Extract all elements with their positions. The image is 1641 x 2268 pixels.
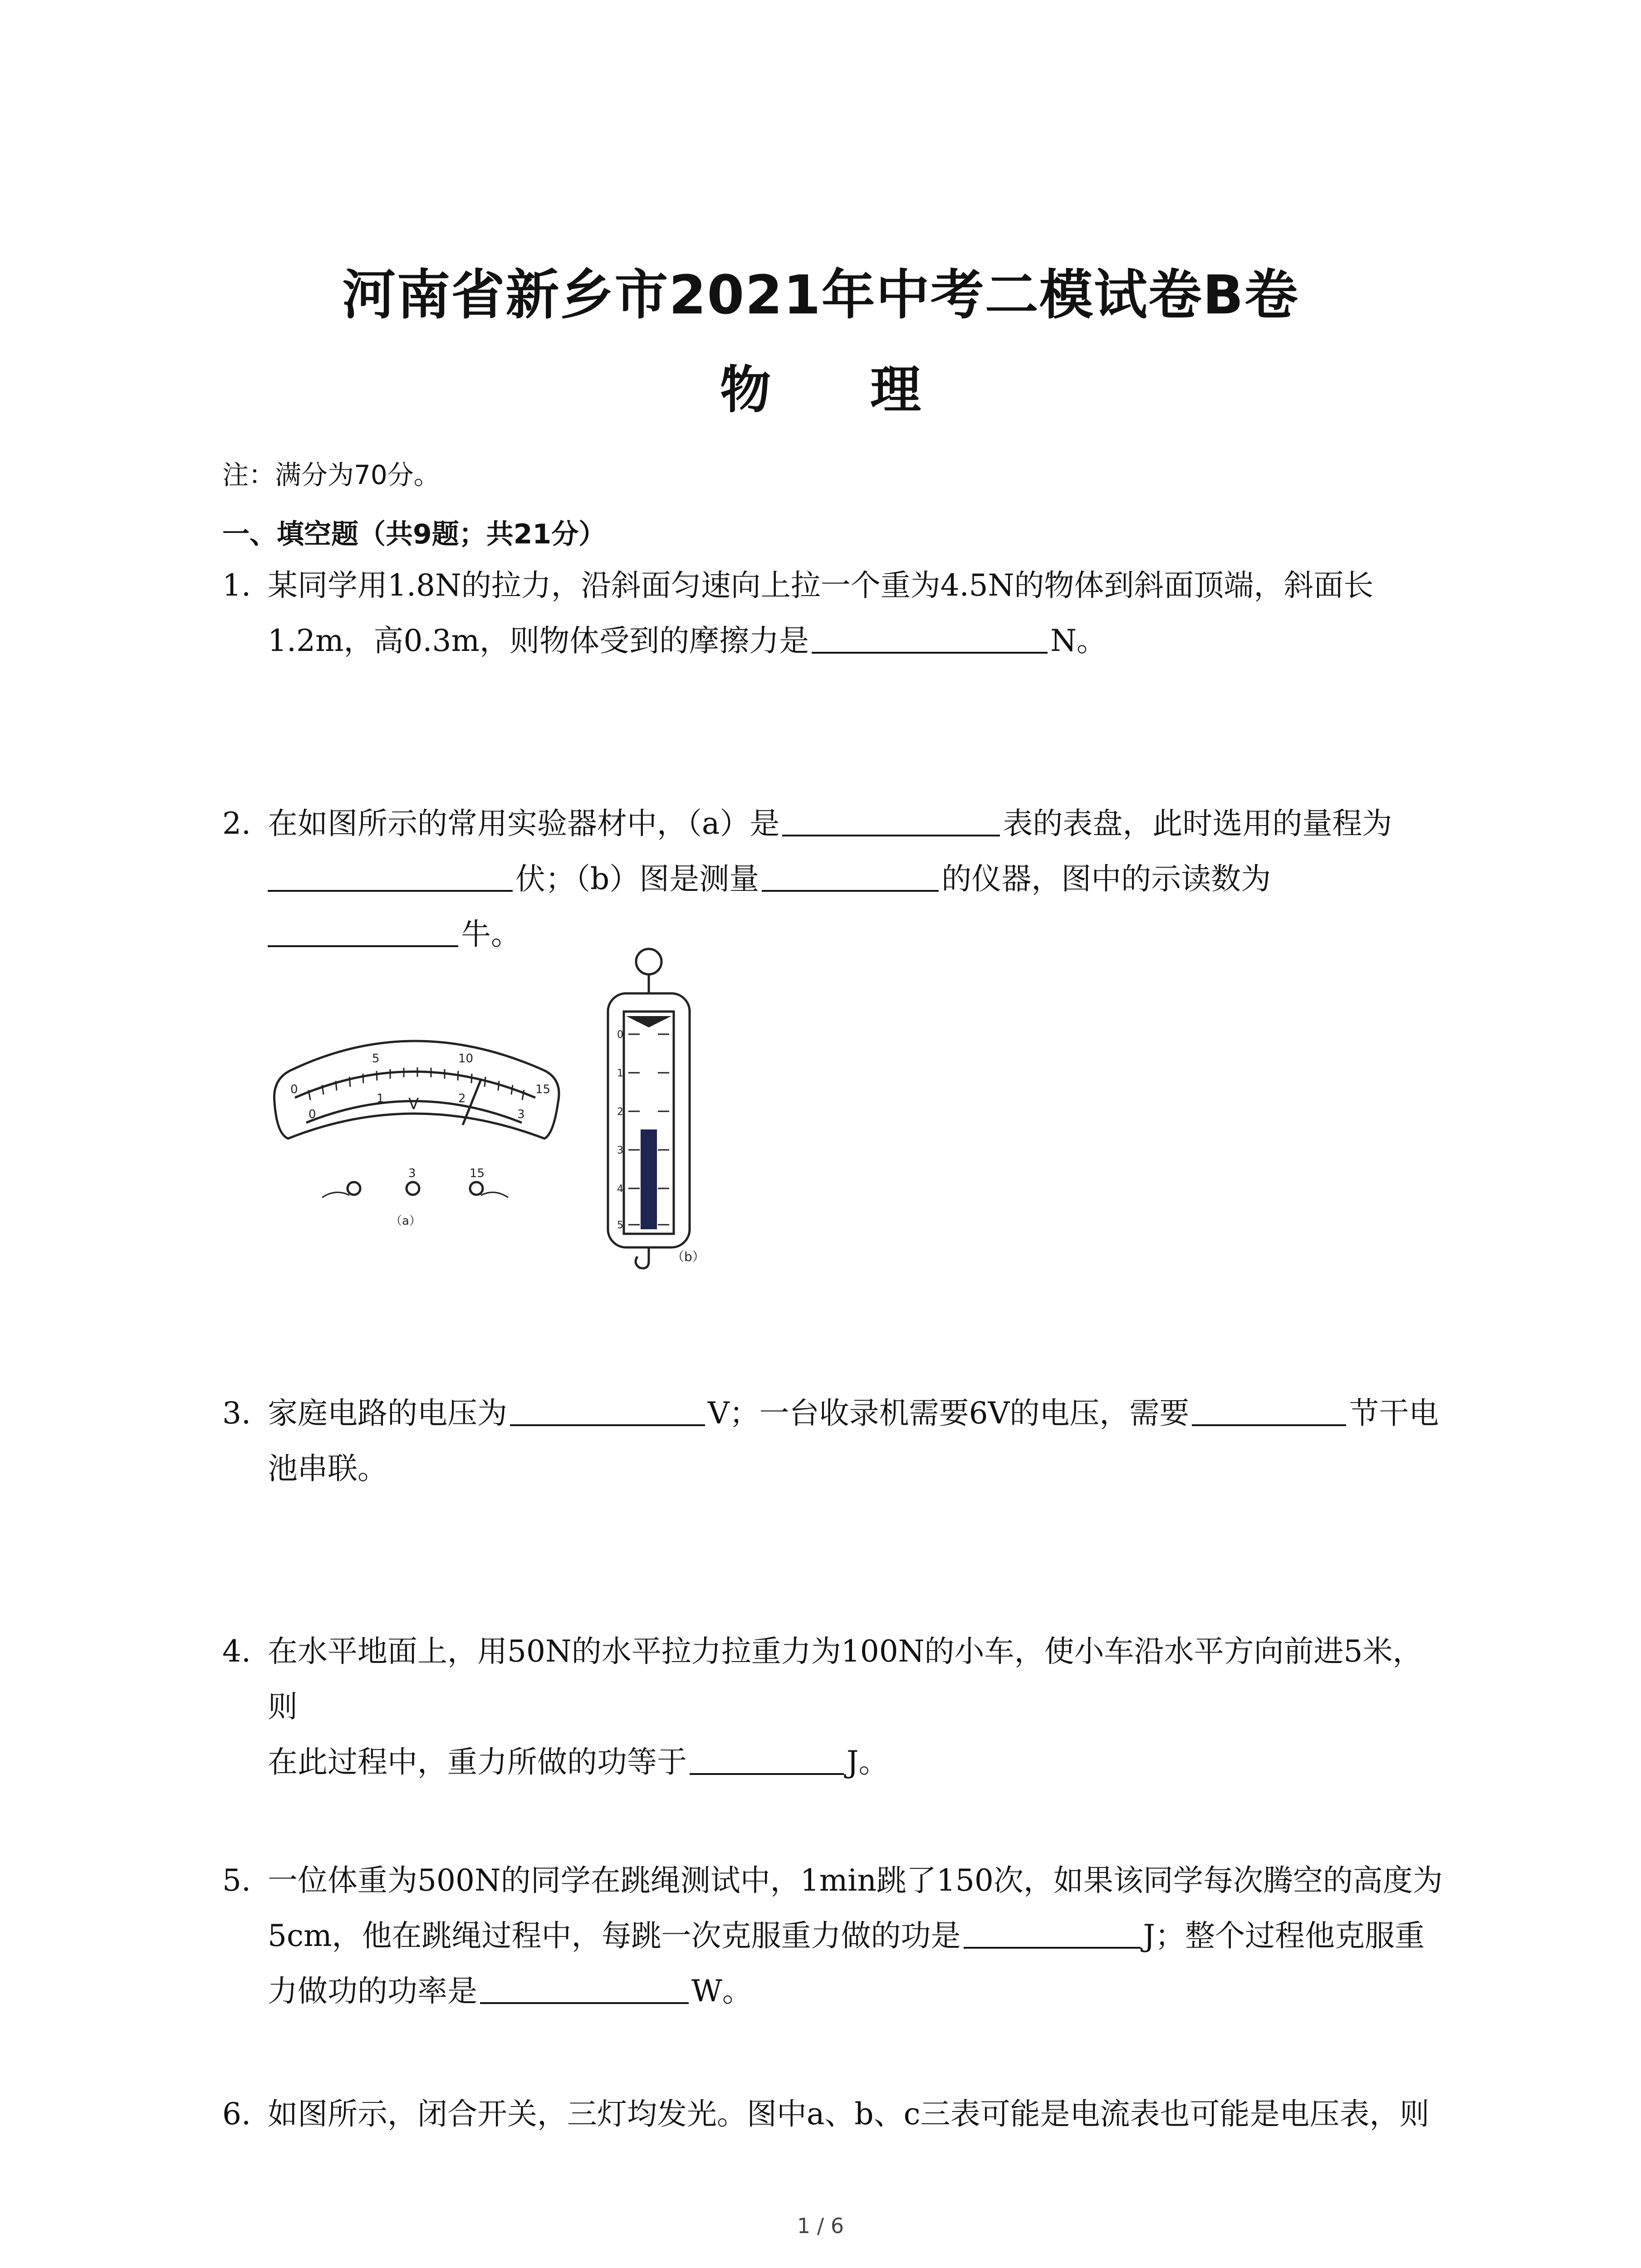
scale-label: 5 — [372, 1052, 380, 1066]
scale-label: 10 — [458, 1052, 474, 1066]
spring-balance-labels — [617, 1029, 705, 1264]
scale-label: 0 — [290, 1083, 298, 1096]
scale-label: 5 — [617, 1220, 623, 1231]
question-text: V；一台收录机需要6V的电压，需要 — [708, 1396, 1190, 1431]
answer-blank[interactable] — [268, 860, 513, 892]
question-text: 某同学用1.8N的拉力，沿斜面匀速向上拉一个重为4.5N的物体到斜面顶端，斜面长 — [268, 568, 1374, 603]
question-number: 2. — [222, 806, 251, 841]
question-text: N。 — [1050, 623, 1107, 658]
question-4 — [222, 1624, 1447, 1790]
scale-label: 3 — [517, 1108, 525, 1121]
question-number: 5. — [222, 1863, 251, 1898]
scale-label: 2 — [458, 1092, 466, 1105]
voltmeter-terminal — [407, 1182, 419, 1195]
section-heading: 一、填空题（共9题；共21分） — [222, 518, 606, 550]
question-text: J；整个过程他克服重 — [1143, 1918, 1425, 1953]
question-number: 6. — [222, 2097, 251, 2131]
answer-blank[interactable] — [268, 915, 458, 947]
voltmeter-terminal — [470, 1182, 483, 1195]
scale-label: 15 — [535, 1083, 551, 1096]
question-text: 节干电 — [1349, 1396, 1439, 1431]
question-text: 5cm，他在跳绳过程中，每跳一次克服重力做的功是 — [268, 1918, 961, 1953]
voltmeter-labels — [290, 1052, 550, 1228]
terminal-label: 3 — [408, 1167, 416, 1180]
question-number: 1. — [222, 568, 251, 603]
voltmeter-dial — [274, 1041, 559, 1198]
terminal-label: 15 — [470, 1167, 485, 1180]
score-note: 注：满分为70分。 — [222, 459, 440, 490]
scale-label: 3 — [617, 1145, 623, 1156]
question-text: 的仪器，图中的示读数为 — [941, 861, 1271, 896]
scale-label: 1 — [617, 1068, 623, 1079]
scale-label: 2 — [617, 1106, 623, 1118]
question-text: 表的表盘，此时选用的量程为 — [1003, 806, 1392, 841]
question-3 — [222, 1386, 1447, 1496]
voltmeter-terminal — [348, 1182, 360, 1195]
page-title: 河南省新乡市2021年中考二模试卷B卷 — [342, 264, 1299, 326]
question-6 — [222, 2087, 1447, 2142]
answer-blank[interactable] — [690, 1743, 844, 1775]
question-text: 如图所示，闭合开关，三灯均发光。图中a、b、c三表可能是电流表也可能是电压表，则 — [268, 2097, 1430, 2131]
question-number: 3. — [222, 1396, 251, 1431]
question-text: W。 — [691, 1974, 752, 2009]
question-text: 伏；（b）图是测量 — [515, 861, 759, 896]
scale-label: 1 — [377, 1092, 384, 1105]
question-text: 家庭电路的电压为 — [268, 1396, 507, 1431]
question-5 — [222, 1853, 1447, 2019]
answer-blank[interactable] — [1192, 1394, 1346, 1426]
question-number: 4. — [222, 1634, 251, 1669]
page-subtitle: 物 理 — [720, 361, 962, 420]
figure-caption: （a） — [390, 1214, 421, 1228]
figure-caption: （b） — [671, 1249, 705, 1264]
page-number: 1 / 6 — [797, 2214, 844, 2238]
question-text: 池串联。 — [268, 1451, 387, 1486]
answer-blank[interactable] — [762, 860, 939, 892]
question-text: J。 — [847, 1745, 889, 1779]
answer-blank[interactable] — [782, 805, 1000, 836]
answer-blank[interactable] — [812, 622, 1048, 654]
answer-blank[interactable] — [480, 1972, 689, 2004]
question-text: 在水平地面上，用50N的水平拉力拉重力为100N的小车，使小车沿水平方向前进5米，则 — [268, 1634, 1423, 1724]
spring-indicator — [641, 1129, 657, 1229]
question-text: 力做功的功率是 — [268, 1974, 477, 2009]
unit-label: V — [408, 1095, 419, 1113]
answer-blank[interactable] — [964, 1917, 1141, 1949]
question-text: 在此过程中，重力所做的功等于 — [268, 1745, 687, 1779]
answer-blank[interactable] — [510, 1394, 705, 1426]
scale-label: 0 — [617, 1029, 623, 1041]
question-text: 牛。 — [461, 917, 521, 952]
scale-label: 0 — [309, 1108, 316, 1121]
question-text: 一位体重为500N的同学在跳绳测试中，1min跳了150次，如果该同学每次腾空的高度为 — [268, 1863, 1443, 1898]
scale-label: 4 — [617, 1183, 623, 1195]
question-1 — [222, 558, 1447, 669]
instrument-figures — [263, 943, 762, 1270]
question-2 — [222, 796, 1447, 962]
question-text: 1.2m，高0.3m，则物体受到的摩擦力是 — [268, 623, 809, 658]
question-text: 在如图所示的常用实验器材中，（a）是 — [268, 806, 780, 841]
